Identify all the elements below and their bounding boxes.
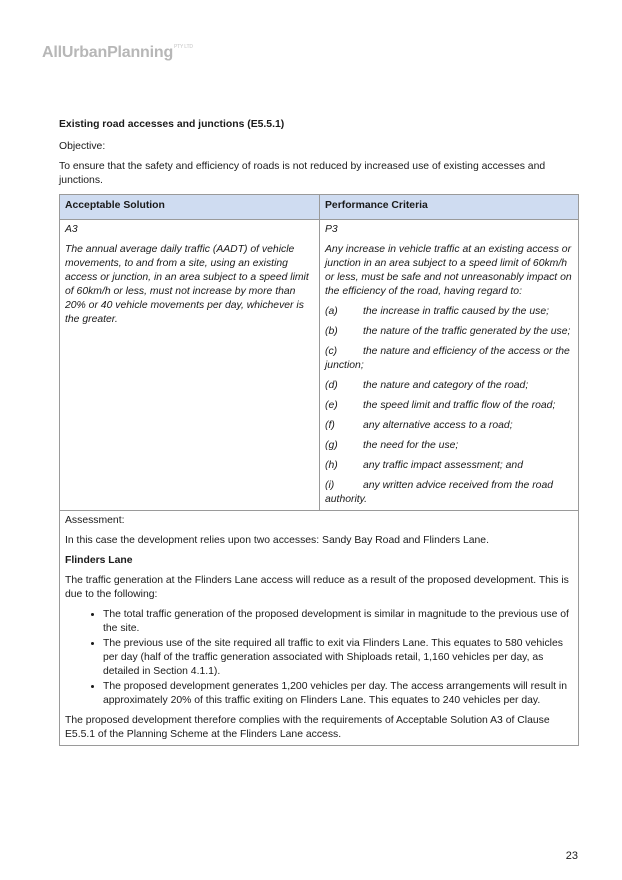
performance-code: P3 [325,224,338,235]
acceptable-code: A3 [65,224,78,235]
objective-text: To ensure that the safety and efficiency of roads is not reduced by increased use of existing accesses and junctions. [59,161,546,186]
performance-intro: Any increase in vehicle traffic at an existing access or junction in an area subject to a speed limit of 60km/h or less, must be safe and not unreasonably impact on the efficiency of the road, having regard to: [325,244,572,297]
list-item: • The total traffic generation of the proposed development is similar in magnitude to the previous use of the site. [103,608,573,636]
performance-criteria-cell [320,220,579,511]
assessment-bullet-list [65,608,573,708]
page-number: 23 [565,850,578,862]
criteria-item: (f) any alternative access to a road; [325,420,513,431]
criteria-item: (i) any written advice received from the road authority. [325,480,554,505]
logo-mark: PTY LTD [174,44,193,50]
table-header-row [60,195,579,220]
brand-logo [42,44,193,62]
criteria-item: (c) the nature and efficiency of the access or the junction; [325,346,570,371]
criteria-item: (g) the need for the use; [325,440,459,451]
criteria-item: (d) the nature and category of the road; [325,380,529,391]
header-performance-criteria: Performance Criteria [320,195,579,220]
acceptable-solution-cell [60,220,320,511]
criteria-item: (b) the nature of the traffic generated by the use; [325,326,571,337]
list-item: • The proposed development generates 1,200 vehicles per day. The access arrangements will result in approximately 20% of this traffic exiting on Flinders Lane. This equates to 240 vehicles per day. [103,680,573,708]
header-acceptable-solution: Acceptable Solution [60,195,320,220]
assessment-row [60,511,579,746]
section-heading: Existing road accesses and junctions (E5.5.1) [59,119,285,130]
criteria-item: (h) any traffic impact assessment; and [325,460,523,471]
assessment-subheading: Flinders Lane [65,555,133,566]
assessment-label: Assessment: [65,515,125,526]
acceptable-text: The annual average daily traffic (AADT) of vehicle movements, to and from a site, using an existing access or junction, in an area subject to a speed limit of 60km/h or less, must not increase by more than 20% or 40 vehicle movements per day, whichever is the greater. [65,244,309,325]
criteria-item: (e) the speed limit and traffic flow of the road; [325,400,556,411]
assessment-intro: In this case the development relies upon two accesses: Sandy Bay Road and Flinders Lane. [65,535,489,546]
document-body [59,118,579,746]
assessment-cell [60,511,579,746]
criteria-item: (a) the increase in traffic caused by the use; [325,306,549,317]
table-row [60,220,579,511]
objective-label: Objective: [59,141,106,152]
assessment-lead: The traffic generation at the Flinders Lane access will reduce as a result of the proposed development. This is due to the following: [65,575,569,600]
logo-text: AllUrbanPlanning [42,44,174,61]
criteria-table [59,194,579,746]
list-item: • The previous use of the site required all traffic to exit via Flinders Lane. This equates to 580 vehicles per day (half of the traffic generation associated with Shiploads retail, 1,160 vehicles per day, as detailed in Section 4.1.1). [103,637,573,679]
assessment-conclusion: The proposed development therefore complies with the requirements of Acceptable Solution A3 of Clause E5.5.1 of the Planning Scheme at the Flinders Lane access. [65,715,550,740]
